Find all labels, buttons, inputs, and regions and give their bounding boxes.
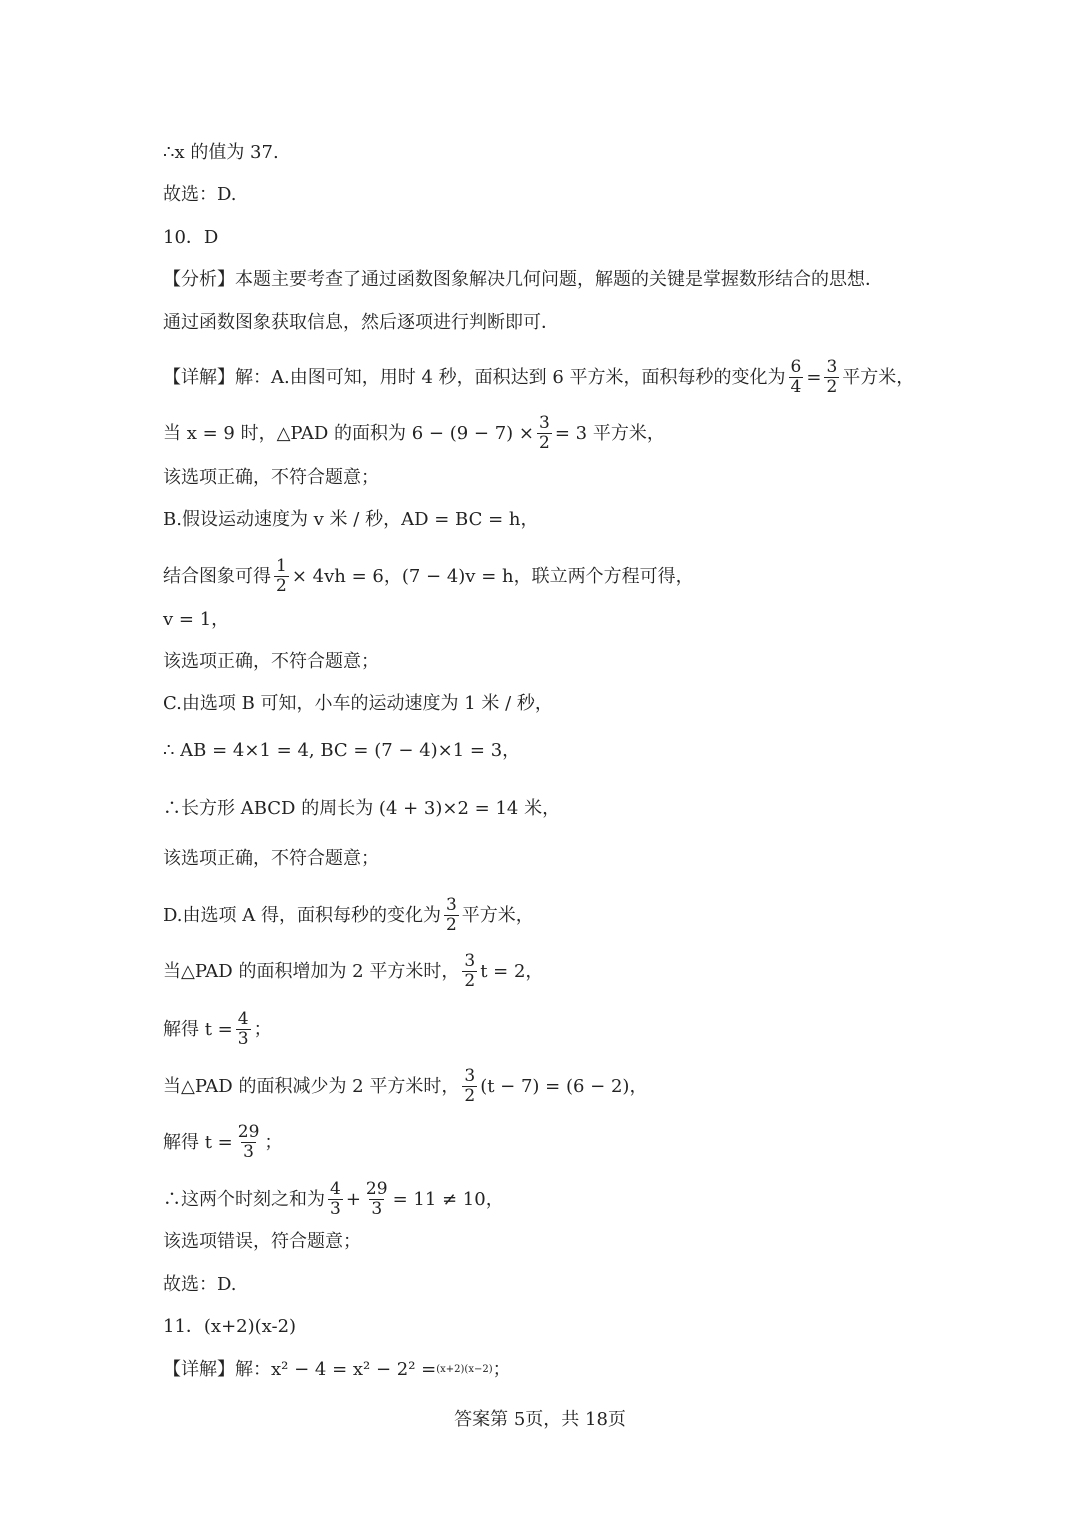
- text-line: 通过函数图象获取信息，然后逐项进行判断即可．: [163, 312, 559, 333]
- analysis-line: 【分析】本题主要考查了通过函数图象解决几何问题，解题的关键是掌握数形结合的思想．: [163, 269, 883, 290]
- fraction: $\frac{6}{4}$: [790, 357, 802, 397]
- text-line: 该选项正确，不符合题意；: [163, 651, 379, 672]
- fraction: $\frac{29}{3}$: [365, 1179, 388, 1219]
- text-line: 解得 t = $\frac{29}{3}$ ；: [163, 1122, 283, 1162]
- text-line: 当△PAD 的面积增加为 2 平方米时， $\frac{3}{2}$ t = 2，: [163, 951, 544, 991]
- question-number: 11．(x+2)(x-2): [163, 1316, 297, 1337]
- text-line: B.假设运动速度为 v 米 / 秒，AD = BC = h，: [163, 509, 539, 530]
- text-line: 该选项正确，不符合题意；: [163, 467, 379, 488]
- fraction: $\frac{3}{2}$: [464, 1066, 476, 1106]
- text-line: D.由选项 A 得，面积每秒的变化为 $\frac{3}{2}$ 平方米，: [163, 895, 534, 935]
- text-line: ∴长方形 ABCD 的周长为 (4 + 3)×2 = 14 米，: [163, 798, 561, 819]
- fraction: $\frac{29}{3}$: [237, 1122, 260, 1162]
- page-footer: 答案第 5页，共 18页: [454, 1409, 626, 1430]
- question-number: 10．D: [163, 227, 219, 248]
- fraction: $\frac{3}{2}$: [826, 357, 838, 397]
- text-line: v = 1，: [163, 609, 230, 630]
- text-line: ∴ AB = 4×1 = 4, BC = (7 − 4)×1 = 3，: [163, 740, 521, 761]
- fraction: $\frac{3}{2}$: [464, 951, 476, 991]
- text-line: 当 x = 9 时，△PAD 的面积为 6 − (9 − 7) × $\frac{3}{2}$ = 3 平方米，: [163, 413, 665, 453]
- text-line: 解得 t = $\frac{4}{3}$ ；: [163, 1009, 272, 1049]
- detail-line: 【详解】解：A.由图可知，用时 4 秒，面积达到 6 平方米，面积每秒的变化为 $\frac{6}{4}$ = $\frac{3}{2}$ 平方米，: [163, 357, 915, 397]
- fraction: $\frac{1}{2}$: [276, 556, 287, 596]
- text-line: C.由选项 B 可知，小车的运动速度为 1 米 / 秒，: [163, 693, 553, 714]
- text-line: 故选：D.: [163, 184, 237, 205]
- text-line: ∴x 的值为 37.: [163, 142, 279, 163]
- detail-line: 【详解】解：x² − 4 = x² − 2² = (x+2)(x−2) ；: [163, 1359, 511, 1380]
- fraction: $\frac{3}{2}$: [539, 413, 550, 453]
- text-line: 当△PAD 的面积减少为 2 平方米时， $\frac{3}{2}$ (t − 7) = (6 − 2)，: [163, 1066, 648, 1106]
- text-line: 结合图象可得 $\frac{1}{2}$ × 4vh = 6，(7 − 4)v = h，联立两个方程可得，: [163, 556, 694, 596]
- text-line: 该选项错误，符合题意；: [163, 1231, 361, 1252]
- text-line: 该选项正确，不符合题意；: [163, 848, 379, 869]
- text-line: 故选：D.: [163, 1274, 237, 1295]
- text-line: ∴这两个时刻之和为 $\frac{4}{3}$ + $\frac{29}{3}$ = 11 ≠ 10，: [163, 1179, 504, 1219]
- fraction: $\frac{4}{3}$: [237, 1009, 249, 1049]
- fraction: $\frac{3}{2}$: [445, 895, 457, 935]
- fraction: $\frac{4}{3}$: [330, 1179, 341, 1219]
